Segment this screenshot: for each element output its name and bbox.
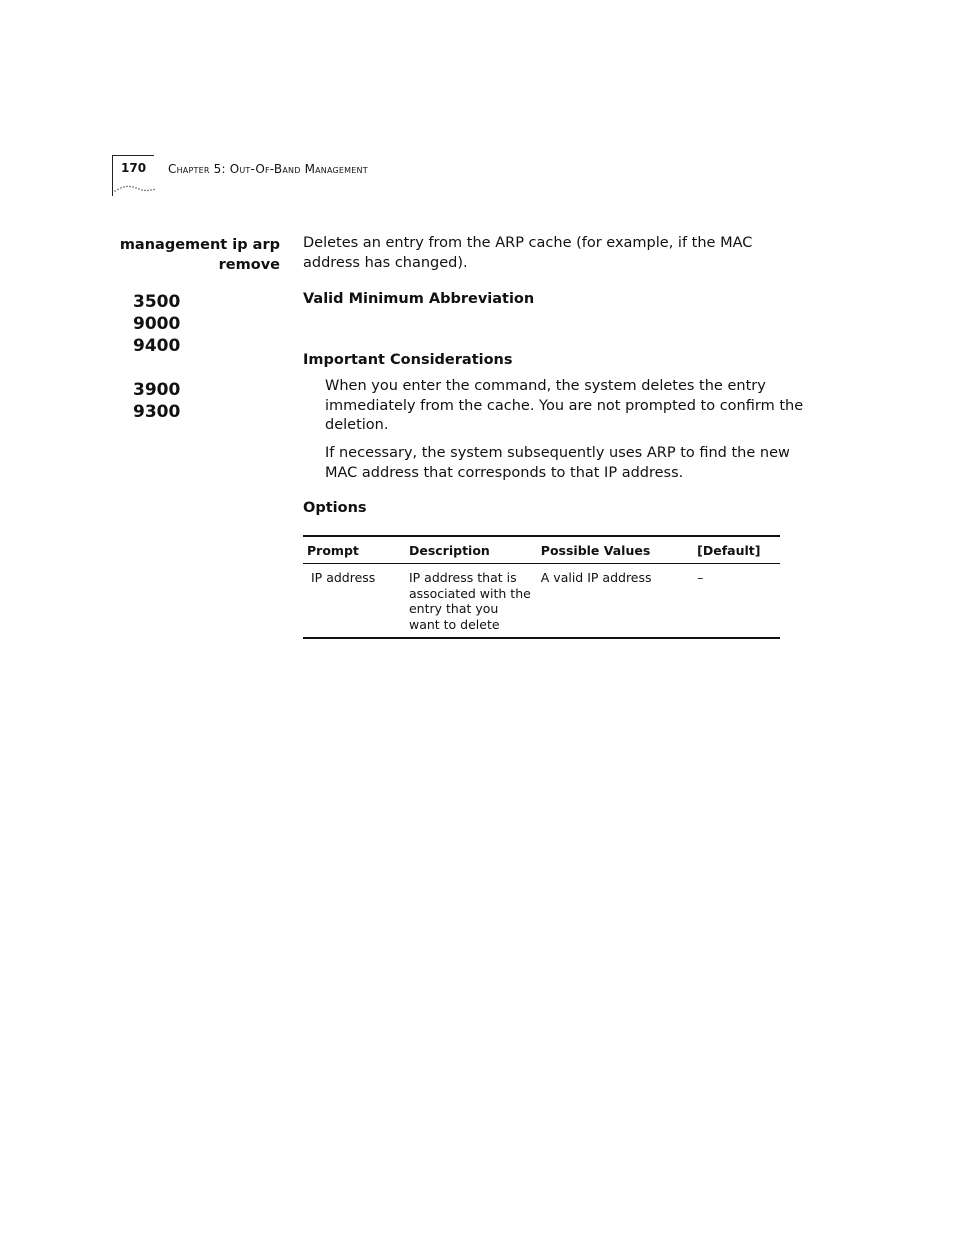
table-cell: IP address <box>303 564 405 639</box>
platform-item: 9300 <box>133 402 181 422</box>
header-vertical-rule <box>112 155 113 196</box>
command-name <box>112 235 280 275</box>
table-cell: IP address that is associated with the entry that you want to delete <box>405 564 537 639</box>
platform-item: 3500 <box>133 292 181 312</box>
table-row <box>303 564 780 639</box>
important-considerations-heading: Important Considerations <box>303 352 513 368</box>
column-header-prompt: Prompt <box>303 536 405 564</box>
options-table <box>303 535 780 639</box>
command-name-line2: remove <box>218 257 280 273</box>
consideration-paragraph: When you enter the command, the system deletes the entry immediately from the cache. You are not prompted to confirm the deletion. <box>325 378 804 433</box>
chapter-title: Chapter 5: Out-Of-Band Management <box>168 162 368 176</box>
command-name-line1: management ip arp <box>119 237 280 253</box>
options-heading: Options <box>303 500 367 516</box>
platform-item: 9000 <box>133 314 181 334</box>
header-horizontal-rule <box>112 155 154 156</box>
platform-group-spacer <box>133 357 180 379</box>
consideration-paragraph: If necessary, the system subsequently uses ARP to find the new MAC address that corresponds to that IP address. <box>325 445 790 481</box>
dotted-curve-ornament <box>114 183 156 193</box>
table-cell: – <box>693 564 780 639</box>
command-description: Deletes an entry from the ARP cache (for example, if the MAC address has changed). <box>303 235 753 271</box>
platform-item: 3900 <box>133 380 181 400</box>
platform-list <box>133 291 180 423</box>
table-cell: A valid IP address <box>537 564 693 639</box>
page-number: 170 <box>121 161 147 175</box>
column-header-default: [Default] <box>693 536 780 564</box>
platform-item: 9400 <box>133 336 181 356</box>
column-header-possible-values: Possible Values <box>537 536 693 564</box>
table-header-row <box>303 536 780 564</box>
valid-minimum-abbreviation-heading: Valid Minimum Abbreviation <box>303 291 535 307</box>
column-header-description: Description <box>405 536 537 564</box>
